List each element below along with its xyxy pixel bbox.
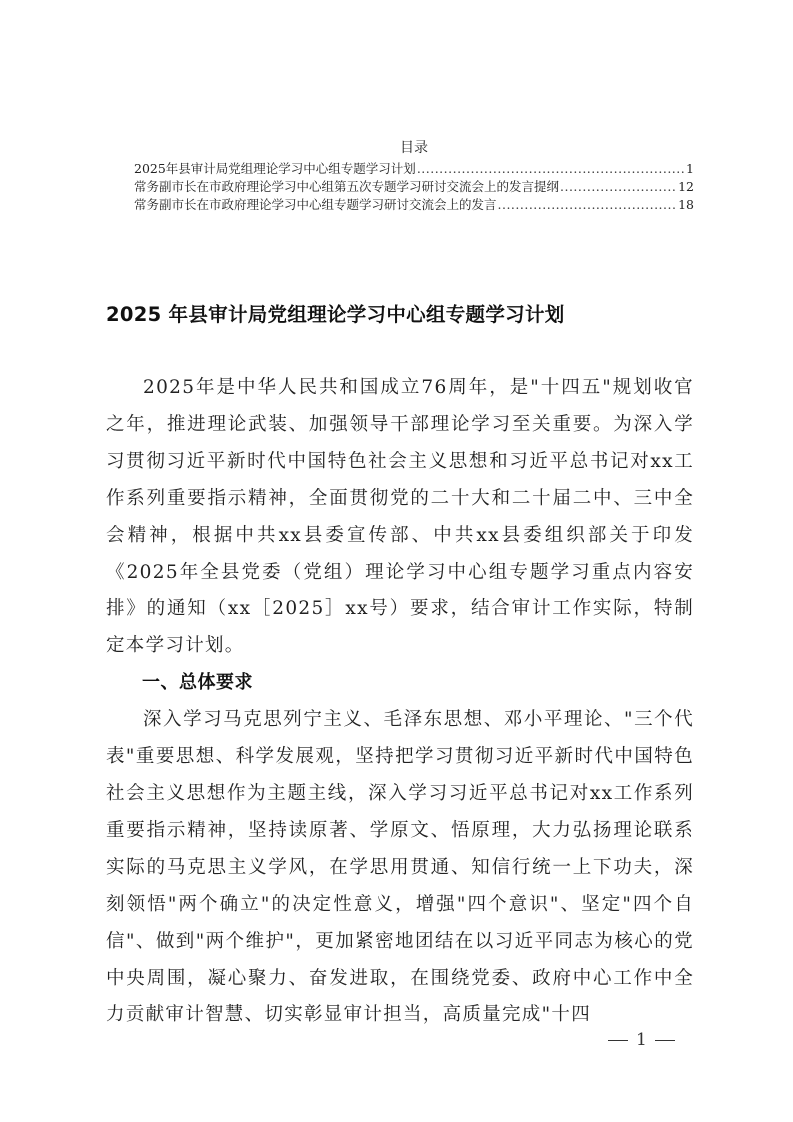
toc-leader-dots xyxy=(498,196,678,214)
page-dash-left xyxy=(608,1040,628,1041)
toc-entry-page[interactable]: 12 xyxy=(678,179,694,194)
toc-entry-title[interactable]: 常务副市长在市政府理论学习中心组专题学习研讨交流会上的发言 xyxy=(134,197,497,212)
toc-entry-page[interactable]: 18 xyxy=(678,197,694,212)
document-body xyxy=(106,370,694,1034)
toc-entry[interactable] xyxy=(134,160,694,178)
toc-entry-title[interactable]: 2025年县审计局党组理论学习中心组专题学习计划 xyxy=(134,161,416,176)
page-number: 1 xyxy=(636,1030,647,1050)
toc-leader-dots xyxy=(417,160,685,178)
intro-paragraph: 2025年是中华人民共和国成立76周年，是"十四五"规划收官之年，推进理论武装、加强领导干部理论学习至关重要。为深入学习贯彻习近平新时代中国特色社会主义思想和习近平总书记对xx工作系列重要指示精神，全面贯彻党的二十大和二十届二中、三中全会精神，根据中共xx县委宣传部、中共xx县委组织部关于印发《2025年全县党委（党组）理论学习中心组专题学习重点内容安排》的通知（xx［2025］xx号）要求，结合审计工作实际，特制定本学习计划。 xyxy=(106,377,694,657)
toc-entry[interactable] xyxy=(134,178,694,196)
toc-title: 目录 xyxy=(400,140,428,156)
document-title: 2025 年县审计局党组理论学习中心组专题学习计划 xyxy=(106,303,565,327)
section-paragraph: 深入学习马克思列宁主义、毛泽东思想、邓小平理论、"三个代表"重要思想、科学发展观，坚持把学习贯彻习近平新时代中国特色社会主义思想作为主题主线，深入学习习近平总书记对xx工作系列重要指示精神，坚持读原著、学原文、悟原理，大力弘扬理论联系实际的马克思主义学风，在学思用贯通、知信行统一上下功夫，深刻领悟"两个确立"的决定性意义，增强"四个意识"、坚定"四个自信"、做到"两个维护"，更加紧密地团结在以习近平同志为核心的党中央周围，凝心聚力、奋发进取，在围绕党委、政府中心工作中全力贡献审计智慧、切实彰显审计担当，高质量完成"十四 xyxy=(106,709,694,1026)
page-number-footer xyxy=(600,1030,683,1050)
toc-leader-dots xyxy=(560,178,677,196)
toc-entry[interactable] xyxy=(134,196,694,214)
toc-entry-title[interactable]: 常务副市长在市政府理论学习中心组第五次专题学习研讨交流会上的发言提纲 xyxy=(134,179,560,194)
table-of-contents xyxy=(134,138,694,214)
toc-entry-page[interactable]: 1 xyxy=(686,161,694,176)
section-heading: 一、总体要求 xyxy=(142,672,253,694)
page-dash-right xyxy=(655,1040,675,1041)
